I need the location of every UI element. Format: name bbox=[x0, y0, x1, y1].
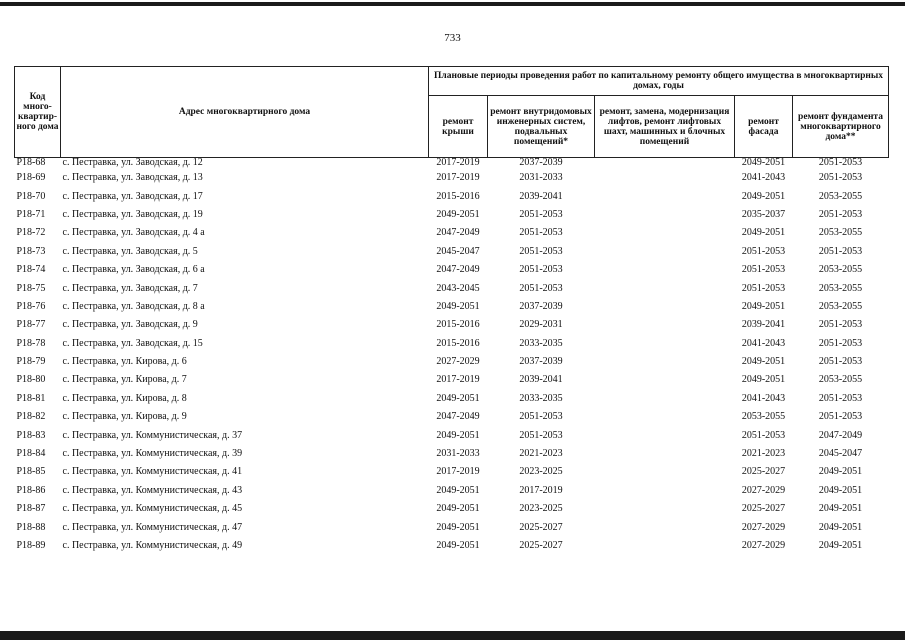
cell-roof: 2043-2045 bbox=[436, 282, 480, 294]
header-address: Адрес многоквартирного дома bbox=[61, 67, 429, 158]
cell-code: Р18-77 bbox=[16, 319, 46, 331]
table-row bbox=[15, 408, 889, 426]
cell-foundation: 2051-2053 bbox=[818, 172, 863, 184]
cell-code: Р18-87 bbox=[16, 503, 46, 515]
cell-roof: 2015-2016 bbox=[436, 190, 480, 202]
cell-facade: 2051-2053 bbox=[741, 264, 786, 276]
cell-systems: 2051-2053 bbox=[519, 264, 563, 276]
cell-systems: 2029-2031 bbox=[519, 319, 563, 331]
cell-roof: 2017-2019 bbox=[436, 172, 480, 184]
cell-elevators bbox=[595, 518, 735, 536]
cell-elevators bbox=[595, 426, 735, 444]
cell-code: Р18-75 bbox=[16, 282, 46, 294]
cell-code: Р18-85 bbox=[16, 466, 46, 478]
cell-roof: 2027-2029 bbox=[436, 356, 480, 368]
cell-code: Р18-76 bbox=[16, 300, 46, 312]
cell-facade: 2025-2027 bbox=[741, 466, 786, 478]
cell-address: с. Пестравка, ул. Заводская, д. 8 а bbox=[62, 300, 205, 312]
cell-foundation: 2049-2051 bbox=[818, 521, 863, 533]
cell-systems: 2025-2027 bbox=[519, 540, 563, 551]
cell-systems: 2039-2041 bbox=[519, 190, 563, 202]
cell-roof: 2049-2051 bbox=[436, 300, 480, 312]
cell-roof: 2017-2019 bbox=[436, 157, 480, 168]
cell-address: с. Пестравка, ул. Кирова, д. 9 bbox=[62, 411, 187, 423]
cell-address: с. Пестравка, ул. Кирова, д. 8 bbox=[62, 392, 187, 404]
table-row bbox=[15, 158, 889, 170]
cell-facade: 2049-2051 bbox=[741, 356, 786, 368]
cell-facade: 2027-2029 bbox=[741, 521, 786, 533]
cell-elevators bbox=[595, 445, 735, 463]
cell-systems: 2023-2025 bbox=[519, 503, 563, 515]
cell-foundation: 2053-2055 bbox=[818, 282, 863, 294]
cell-address: с. Пестравка, ул. Заводская, д. 4 а bbox=[62, 227, 205, 239]
cell-elevators bbox=[595, 261, 735, 279]
cell-foundation: 2051-2053 bbox=[818, 208, 863, 220]
cell-elevators bbox=[595, 316, 735, 334]
cell-systems: 2051-2053 bbox=[519, 227, 563, 239]
cell-code: Р18-89 bbox=[16, 540, 46, 551]
cell-elevators bbox=[595, 224, 735, 242]
cell-foundation: 2053-2055 bbox=[818, 300, 863, 312]
cell-address: с. Пестравка, ул. Коммунистическая, д. 49 bbox=[62, 540, 243, 551]
header-systems: ремонт внутридомовых инженерных систем, подвальных помещений* bbox=[488, 96, 595, 158]
table-row bbox=[15, 206, 889, 224]
cell-facade: 2049-2051 bbox=[741, 374, 786, 386]
cell-foundation: 2049-2051 bbox=[818, 484, 863, 496]
cell-address: с. Пестравка, ул. Коммунистическая, д. 39 bbox=[62, 448, 243, 460]
cell-systems: 2023-2025 bbox=[519, 466, 563, 478]
cell-address: с. Пестравка, ул. Коммунистическая, д. 41 bbox=[62, 466, 243, 478]
table-row bbox=[15, 353, 889, 371]
header-elevators: ремонт, замена, модернизация лифтов, ремонт лифтовых шахт, машинных и блочных помещений bbox=[595, 96, 735, 158]
cell-code: Р18-82 bbox=[16, 411, 46, 423]
cell-foundation: 2049-2051 bbox=[818, 540, 863, 551]
cell-address: с. Пестравка, ул. Коммунистическая, д. 47 bbox=[62, 521, 243, 533]
cell-foundation: 2053-2055 bbox=[818, 227, 863, 239]
header-facade: ремонт фасада bbox=[735, 96, 793, 158]
header-code: Код много-квартир-ного дома bbox=[15, 67, 61, 158]
cell-address: с. Пестравка, ул. Заводская, д. 6 а bbox=[62, 264, 205, 276]
cell-foundation: 2045-2047 bbox=[818, 448, 863, 460]
cell-foundation: 2053-2055 bbox=[818, 374, 863, 386]
cell-foundation: 2049-2051 bbox=[818, 503, 863, 515]
table-row bbox=[15, 500, 889, 518]
cell-foundation: 2051-2053 bbox=[818, 337, 863, 349]
cell-roof: 2017-2019 bbox=[436, 374, 480, 386]
cell-systems: 2033-2035 bbox=[519, 392, 563, 404]
cell-address: с. Пестравка, ул. Кирова, д. 7 bbox=[62, 374, 187, 386]
table-row bbox=[15, 261, 889, 279]
cell-facade: 2049-2051 bbox=[741, 190, 786, 202]
cell-code: Р18-88 bbox=[16, 521, 46, 533]
table-row bbox=[15, 518, 889, 536]
cell-systems: 2017-2019 bbox=[519, 484, 563, 496]
cell-code: Р18-68 bbox=[16, 157, 46, 168]
cell-roof: 2015-2016 bbox=[436, 337, 480, 349]
cell-address: с. Пестравка, ул. Коммунистическая, д. 45 bbox=[62, 503, 243, 515]
cell-code: Р18-72 bbox=[16, 227, 46, 239]
table-row bbox=[15, 279, 889, 297]
table-row bbox=[15, 482, 889, 500]
cell-elevators bbox=[595, 158, 735, 170]
cell-address: с. Пестравка, ул. Заводская, д. 17 bbox=[62, 190, 203, 202]
cell-elevators bbox=[595, 243, 735, 261]
cell-facade: 2051-2053 bbox=[741, 245, 786, 257]
cell-elevators bbox=[595, 482, 735, 500]
cell-elevators bbox=[595, 187, 735, 205]
cell-facade: 2049-2051 bbox=[741, 300, 786, 312]
cell-foundation: 2053-2055 bbox=[818, 190, 863, 202]
cell-code: Р18-83 bbox=[16, 429, 46, 441]
cell-facade: 2051-2053 bbox=[741, 282, 786, 294]
cell-foundation: 2051-2053 bbox=[818, 319, 863, 331]
cell-elevators bbox=[595, 408, 735, 426]
cell-address: с. Пестравка, ул. Заводская, д. 7 bbox=[62, 282, 198, 294]
header-foundation: ремонт фундамента многоквартирного дома** bbox=[793, 96, 889, 158]
cell-foundation: 2051-2053 bbox=[818, 356, 863, 368]
cell-roof: 2015-2016 bbox=[436, 319, 480, 331]
page-number: 733 bbox=[444, 32, 461, 44]
cell-code: Р18-74 bbox=[16, 264, 46, 276]
cell-address: с. Пестравка, ул. Заводская, д. 15 bbox=[62, 337, 203, 349]
cell-systems: 2051-2053 bbox=[519, 429, 563, 441]
cell-roof: 2049-2051 bbox=[436, 484, 480, 496]
cell-elevators bbox=[595, 537, 735, 555]
cell-facade: 2027-2029 bbox=[741, 540, 786, 551]
cell-systems: 2037-2039 bbox=[519, 157, 563, 168]
cell-facade: 2025-2027 bbox=[741, 503, 786, 515]
cell-code: Р18-78 bbox=[16, 337, 46, 349]
cell-roof: 2047-2049 bbox=[436, 227, 480, 239]
cell-roof: 2049-2051 bbox=[436, 429, 480, 441]
cell-address: с. Пестравка, ул. Заводская, д. 19 bbox=[62, 208, 203, 220]
cell-code: Р18-70 bbox=[16, 190, 46, 202]
cell-code: Р18-73 bbox=[16, 245, 46, 257]
header-planned-periods: Плановые периоды проведения работ по капитальному ремонту общего имущества в многоквартирных домах, годы bbox=[429, 67, 889, 96]
cell-facade: 2039-2041 bbox=[741, 319, 786, 331]
cell-roof: 2017-2019 bbox=[436, 466, 480, 478]
cell-roof: 2049-2051 bbox=[436, 208, 480, 220]
table-row bbox=[15, 463, 889, 481]
cell-foundation: 2051-2053 bbox=[818, 157, 863, 168]
cell-address: с. Пестравка, ул. Заводская, д. 12 bbox=[62, 157, 203, 168]
cell-foundation: 2053-2055 bbox=[818, 264, 863, 276]
table-row bbox=[15, 187, 889, 205]
cell-elevators bbox=[595, 335, 735, 353]
cell-facade: 2049-2051 bbox=[741, 227, 786, 239]
cell-code: Р18-80 bbox=[16, 374, 46, 386]
cell-roof: 2049-2051 bbox=[436, 521, 480, 533]
table-row bbox=[15, 445, 889, 463]
cell-roof: 2049-2051 bbox=[436, 392, 480, 404]
table-row bbox=[15, 169, 889, 187]
cell-address: с. Пестравка, ул. Коммунистическая, д. 43 bbox=[62, 484, 243, 496]
table-row bbox=[15, 316, 889, 334]
cell-foundation: 2047-2049 bbox=[818, 429, 863, 441]
cell-code: Р18-86 bbox=[16, 484, 46, 496]
cell-facade: 2035-2037 bbox=[741, 208, 786, 220]
cell-systems: 2051-2053 bbox=[519, 282, 563, 294]
cell-foundation: 2051-2053 bbox=[818, 392, 863, 404]
cell-elevators bbox=[595, 206, 735, 224]
cell-code: Р18-79 bbox=[16, 356, 46, 368]
cell-elevators bbox=[595, 298, 735, 316]
cell-foundation: 2051-2053 bbox=[818, 411, 863, 423]
cell-elevators bbox=[595, 500, 735, 518]
table-row bbox=[15, 224, 889, 242]
cell-foundation: 2049-2051 bbox=[818, 466, 863, 478]
cell-elevators bbox=[595, 279, 735, 297]
cell-systems: 2051-2053 bbox=[519, 208, 563, 220]
cell-systems: 2021-2023 bbox=[519, 448, 563, 460]
cell-elevators bbox=[595, 463, 735, 481]
cell-address: с. Пестравка, ул. Заводская, д. 5 bbox=[62, 245, 198, 257]
cell-facade: 2053-2055 bbox=[741, 411, 786, 423]
cell-roof: 2049-2051 bbox=[436, 503, 480, 515]
cell-address: с. Пестравка, ул. Кирова, д. 6 bbox=[62, 356, 187, 368]
cell-facade: 2021-2023 bbox=[741, 448, 786, 460]
cell-foundation: 2051-2053 bbox=[818, 245, 863, 257]
cell-systems: 2025-2027 bbox=[519, 521, 563, 533]
cell-elevators bbox=[595, 390, 735, 408]
table-row bbox=[15, 537, 889, 555]
cell-roof: 2031-2033 bbox=[436, 448, 480, 460]
cell-code: Р18-71 bbox=[16, 208, 46, 220]
table-row bbox=[15, 371, 889, 389]
cell-roof: 2047-2049 bbox=[436, 411, 480, 423]
cell-facade: 2041-2043 bbox=[741, 172, 786, 184]
cell-facade: 2049-2051 bbox=[741, 157, 786, 168]
cell-address: с. Пестравка, ул. Коммунистическая, д. 37 bbox=[62, 429, 243, 441]
header-roof: ремонт крыши bbox=[429, 96, 488, 158]
cell-systems: 2037-2039 bbox=[519, 356, 563, 368]
cell-roof: 2049-2051 bbox=[436, 540, 480, 551]
cell-systems: 2033-2035 bbox=[519, 337, 563, 349]
cell-roof: 2045-2047 bbox=[436, 245, 480, 257]
table-row bbox=[15, 243, 889, 261]
bottom-rule bbox=[0, 631, 905, 640]
table-body bbox=[15, 158, 889, 556]
cell-facade: 2041-2043 bbox=[741, 337, 786, 349]
cell-systems: 2039-2041 bbox=[519, 374, 563, 386]
table-row bbox=[15, 335, 889, 353]
repair-schedule-table bbox=[14, 66, 889, 555]
cell-elevators bbox=[595, 169, 735, 187]
table-row bbox=[15, 390, 889, 408]
cell-elevators bbox=[595, 353, 735, 371]
cell-facade: 2041-2043 bbox=[741, 392, 786, 404]
cell-systems: 2051-2053 bbox=[519, 245, 563, 257]
cell-systems: 2037-2039 bbox=[519, 300, 563, 312]
cell-code: Р18-81 bbox=[16, 392, 46, 404]
table-row bbox=[15, 426, 889, 444]
cell-facade: 2051-2053 bbox=[741, 429, 786, 441]
cell-address: с. Пестравка, ул. Заводская, д. 13 bbox=[62, 172, 203, 184]
cell-roof: 2047-2049 bbox=[436, 264, 480, 276]
top-rule bbox=[0, 2, 905, 6]
cell-systems: 2051-2053 bbox=[519, 411, 563, 423]
cell-address: с. Пестравка, ул. Заводская, д. 9 bbox=[62, 319, 198, 331]
cell-elevators bbox=[595, 371, 735, 389]
table-row bbox=[15, 298, 889, 316]
cell-code: Р18-69 bbox=[16, 172, 46, 184]
cell-facade: 2027-2029 bbox=[741, 484, 786, 496]
cell-code: Р18-84 bbox=[16, 448, 46, 460]
cell-systems: 2031-2033 bbox=[519, 172, 563, 184]
